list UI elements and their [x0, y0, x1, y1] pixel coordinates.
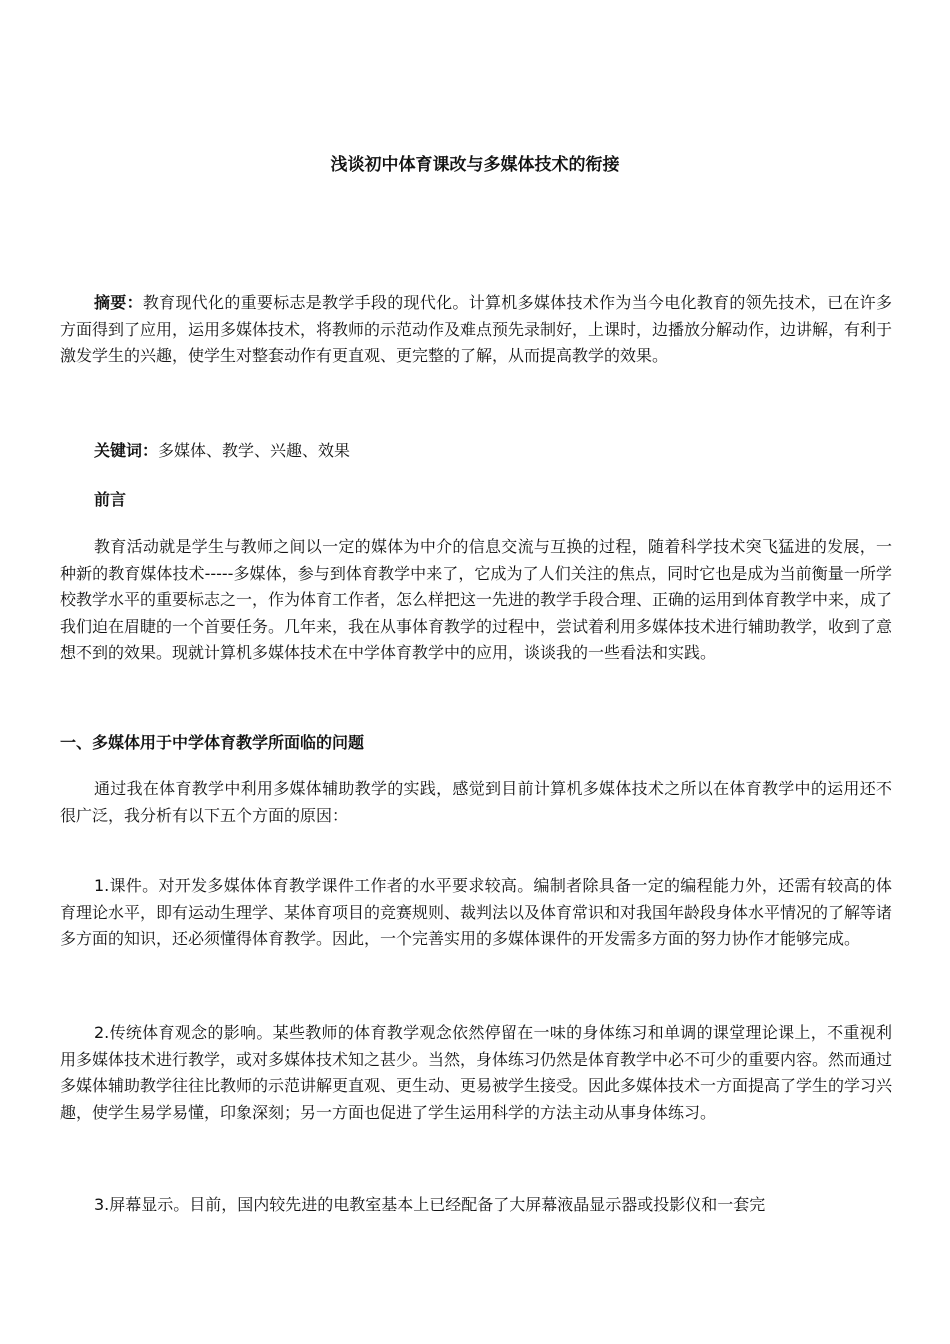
preface-heading: 前言	[94, 490, 127, 509]
keywords-label: 关键词：	[94, 441, 159, 460]
list-item-courseware: 1.课件。对开发多媒体体育教学课件工作者的水平要求较高。编制者除具备一定的编程能力外，还需有较高的体育理论水平，即有运动生理学、某体育项目的竞赛规则、裁判法以及体育常识和对我国年龄段身体水平情况的了解等诸多方面的知识，还必须懂得体育教学。因此，一个完善实用的多媒体课件的开发需多方面的努力协作才能够完成。	[60, 876, 893, 948]
abstract-paragraph	[60, 290, 892, 370]
abstract-text: 教育现代化的重要标志是教学手段的现代化。计算机多媒体技术作为当今电化教育的领先技术，已在许多方面得到了应用，运用多媒体技术，将教师的示范动作及难点预先录制好，上课时，边播放分解动作，边讲解，有利于激发学生的兴趣，使学生对整套动作有更直观、更完整的了解，从而提高教学的效果。	[60, 293, 893, 365]
document-title: 浅谈初中体育课改与多媒体技术的衔接	[330, 155, 620, 175]
keywords-paragraph	[60, 438, 892, 465]
preface-paragraph: 教育活动就是学生与教师之间以一定的媒体为中介的信息交流与互换的过程，随着科学技术突飞猛进的发展，一种新的教育媒体技术-----多媒体，参与到体育教学中来了，它成为了人们关注的焦点，同时它也是成为当前衡量一所学校教学水平的重要标志之一，作为体育工作者，怎么样把这一先进的教学手段合理、正确的运用到体育教学中来，成了我们迫在眉睫的一个首要任务。几年来，我在从事体育教学的过程中，尝试着利用多媒体技术进行辅助教学，收到了意想不到的效果。现就计算机多媒体技术在中学体育教学中的应用，谈谈我的一些看法和实践。	[60, 537, 893, 662]
section-1-intro-paragraph: 通过我在体育教学中利用多媒体辅助教学的实践，感觉到目前计算机多媒体技术之所以在体育教学中的运用还不很广泛，我分析有以下五个方面的原因：	[60, 779, 892, 825]
abstract-label: 摘要：	[94, 293, 143, 312]
list-item-screen-display: 3.屏幕显示。目前，国内较先进的电教室基本上已经配备了大屏幕液晶显示器或投影仪和一套完	[94, 1195, 766, 1214]
keywords-text: 多媒体、教学、兴趣、效果	[158, 441, 351, 460]
section-1-heading: 一、多媒体用于中学体育教学所面临的问题	[60, 733, 365, 752]
list-item-traditional-concept: 2.传统体育观念的影响。某些教师的体育教学观念依然停留在一味的身体练习和单调的课堂理论课上，不重视利用多媒体技术进行教学，或对多媒体技术知之甚少。当然，身体练习仍然是体育教学中必不可少的重要内容。然而通过多媒体辅助教学往往比教师的示范讲解更直观、更生动、更易被学生接受。因此多媒体技术一方面提高了学生的学习兴趣，使学生易学易懂，印象深刻；另一方面也促进了学生运用科学的方法主动从事身体练习。	[60, 1023, 893, 1122]
